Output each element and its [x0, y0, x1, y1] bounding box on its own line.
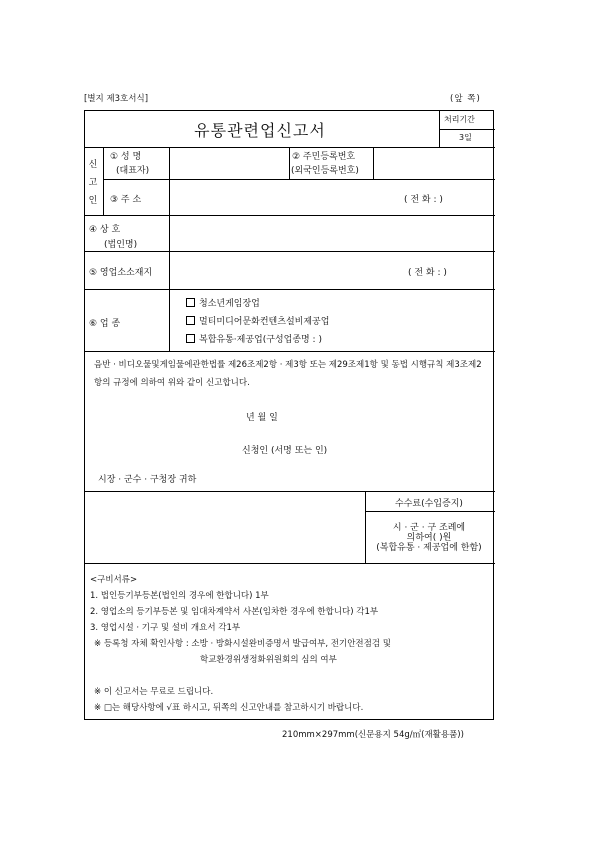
checkbox-icon[interactable]: [186, 298, 195, 307]
address-phone: ( 전 화 : ): [404, 195, 443, 205]
page-side: (앞 쪽): [450, 94, 481, 104]
address-field[interactable]: [172, 182, 392, 212]
address-label: ③ 주 소: [110, 195, 142, 205]
document-item: 2. 영업소의 등기부등본 및 임대차계약서 사본(임차한 경우에 한합니다) 각1부: [90, 607, 379, 617]
note-item: ※ □는 해당사항에 √표 하시고, 뒤쪽의 신고안내를 참고하시기 바랍니다.: [94, 703, 364, 713]
trade-name-field[interactable]: [172, 218, 490, 248]
applicant-section-label: 신 고 인: [88, 160, 98, 206]
declaration-text: 음반 · 비디오물및게임물에관한법률 제26조제2항 · 제3항 또는 제29조제1항 및 동법 시행규칙 제3조제2항의 규정에 의하여 위와 같이 신고합니다.: [94, 360, 482, 388]
fee-label: 수수료(수입증지): [395, 499, 463, 509]
trade-name-label: ④ 상 호: [89, 225, 121, 235]
business-type-option[interactable]: 청소년게임장업: [186, 296, 260, 309]
document-item: 3. 영업시설 · 기구 및 설비 개요서 각1부: [90, 623, 241, 633]
name-label: ① 성 명: [110, 152, 142, 162]
declaration-date: 년 월 일: [246, 413, 278, 423]
form-title: 유통관련업신고서: [194, 121, 326, 140]
document-item: ※ 등록청 자체 확인사항 : 소방 · 방화시설완비증명서 발급여부, 전기안전점검 및: [94, 639, 391, 649]
document-item: 학교환경위생정화위원회의 심의 여부: [200, 655, 337, 665]
paper-spec-footer: 210mm×297mm(신문용지 54g/㎡(재활용품)): [282, 730, 464, 740]
rrn-sublabel: (외국인등록번호): [291, 166, 359, 176]
business-type-label: ⑥ 업 종: [89, 319, 121, 329]
location-label: ⑤ 영업소소재지: [89, 268, 153, 278]
fee-line1: 시 · 군 · 구 조례에: [392, 523, 466, 533]
business-type-option[interactable]: 멀티미디어문화컨텐츠설비제공업: [186, 314, 329, 327]
applicant-signature: 신청인 (서명 또는 인): [242, 446, 328, 456]
processing-period-value: 3일: [459, 133, 472, 142]
fee-line3: (복합유통 · 제공업에 한함): [376, 543, 482, 553]
fee-line2: 의하여( )원: [406, 533, 452, 543]
note-item: ※ 이 신고서는 무료로 드립니다.: [94, 687, 214, 697]
name-sublabel: (대표자): [116, 166, 150, 176]
checkbox-icon[interactable]: [186, 316, 195, 325]
location-field[interactable]: [172, 256, 392, 286]
trade-name-sublabel: (법인명): [104, 240, 138, 250]
business-type-option[interactable]: 복합유통·제공업(구성업종명 : ): [186, 332, 322, 345]
document-item: 1. 법인등기부등본(법인의 경우에 한합니다) 1부: [90, 591, 269, 601]
rrn-label: ② 주민등록번호: [292, 152, 356, 162]
location-phone: ( 전 화 : ): [408, 268, 447, 278]
rrn-field[interactable]: [376, 150, 490, 178]
addressee: 시장 · 군수 · 구청장 귀하: [98, 475, 197, 485]
name-field[interactable]: [172, 150, 284, 178]
form-number: [별지 제3호서식]: [84, 94, 149, 104]
required-documents-heading: <구비서류>: [90, 575, 138, 585]
checkbox-icon[interactable]: [186, 334, 195, 343]
processing-period-label: 처리기간: [444, 115, 475, 124]
